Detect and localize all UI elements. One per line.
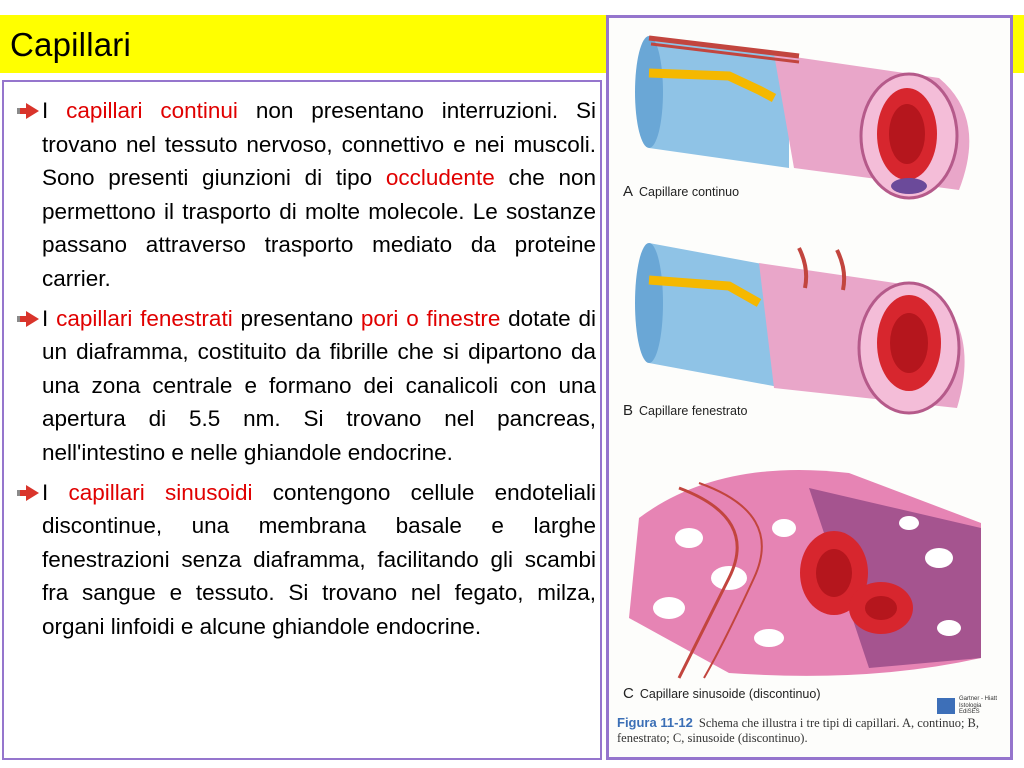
panel-c-label: C Capillare sinusoide (discontinuo) bbox=[623, 685, 821, 702]
bullet-text: dotate di un diaframma, costituito da fibrille che si dipartono da una zona centrale e formano dei canalicoli con una apertura di 5.5 nm. Si trovano nel pancreas, nell'intestino e nelle ghiandole endocrine. bbox=[42, 305, 597, 465]
caption-text: Schema che illustra i tre tipi di capillari. A, continuo; B, fenestrato; C, sinusoide (discontinuo). bbox=[617, 716, 980, 745]
bullet-text: I bbox=[42, 98, 67, 123]
bullet-continui bbox=[16, 94, 596, 296]
publisher-icon bbox=[937, 698, 955, 714]
fenestrated-capillary-drawing bbox=[635, 243, 965, 413]
publisher-text: Gartner - Hiatt Istologia EdiSES bbox=[959, 696, 998, 715]
bullet-sinusoidi bbox=[16, 476, 596, 644]
highlight-term: occludente bbox=[385, 165, 495, 191]
continuous-capillary-drawing bbox=[635, 36, 969, 198]
bullet-text: non presentano interruzioni. Si trovano nel tessuto nervoso, connettivo e nei muscoli. Sono presenti giunzioni di tipo bbox=[42, 98, 596, 191]
bullet-text: presentano bbox=[232, 305, 361, 331]
figure-caption bbox=[617, 715, 1005, 746]
sinusoid-capillary-drawing bbox=[629, 470, 981, 678]
bullet-text: I bbox=[42, 479, 69, 505]
bullet-fenestrati bbox=[16, 302, 596, 470]
arrow-bullet-icon bbox=[16, 102, 40, 120]
highlight-term: capillari continui bbox=[66, 98, 238, 123]
capillary-illustration bbox=[609, 18, 1010, 757]
bullet-text: contengono cellule endoteliali discontinue, una membrana basale e larghe fenestrazioni senza diaframma, facilitando gli scambi fra sangue e tessuto. Si trovano nel fegato, milza, organi linfoidi e alcune ghiandole endocrine. bbox=[42, 479, 596, 639]
highlight-term: capillari fenestrati bbox=[56, 305, 233, 331]
arrow-bullet-icon bbox=[16, 484, 40, 502]
highlight-term: capillari sinusoidi bbox=[68, 479, 253, 505]
text-content-box bbox=[2, 80, 602, 760]
bullet-text: che non permettono il trasporto di molte molecole. Le sostanze passano attraverso trasporto mediato da proteine carrier. bbox=[42, 165, 597, 291]
arrow-bullet-icon bbox=[16, 310, 40, 328]
slide-title: Capillari bbox=[10, 26, 132, 63]
panel-b-label: B Capillare fenestrato bbox=[623, 402, 748, 419]
bullet-list bbox=[16, 94, 596, 650]
figure-number: Figura 11-12 bbox=[617, 715, 693, 730]
highlight-term: pori o finestre bbox=[360, 305, 501, 331]
bullet-text: I bbox=[42, 305, 57, 331]
panel-a-label: A Capillare continuo bbox=[623, 183, 740, 200]
figure-panel bbox=[606, 15, 1013, 760]
